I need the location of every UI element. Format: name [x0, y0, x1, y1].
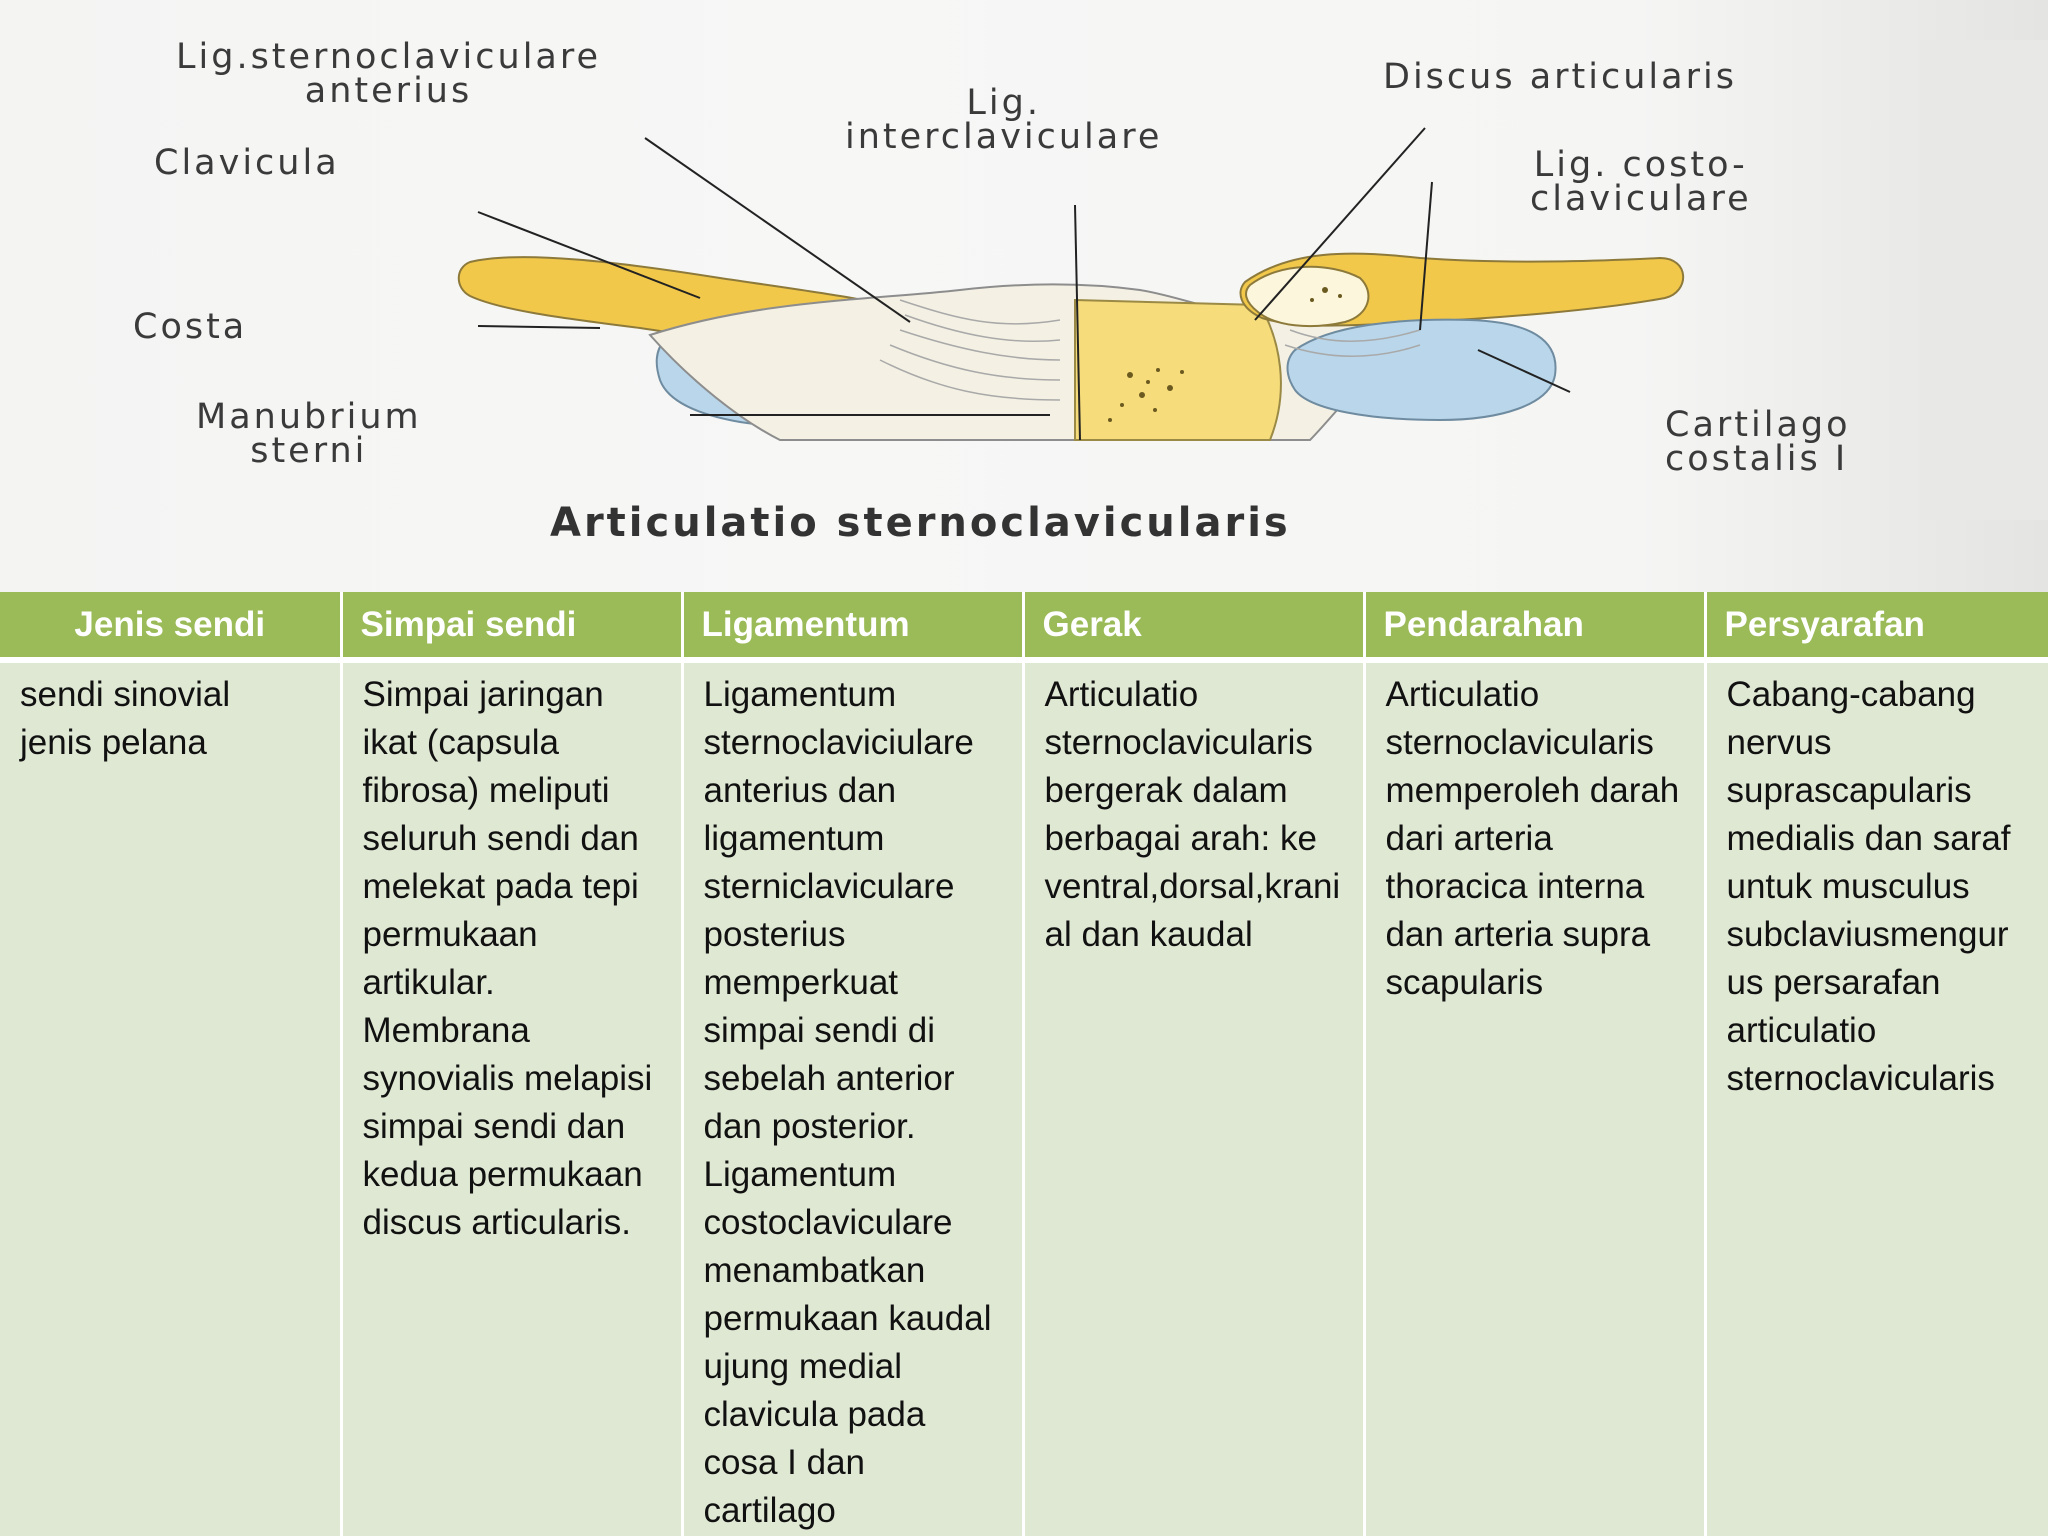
label-manubrium-sterni: Manubrium sterni	[196, 397, 422, 471]
label-lig-sternoclaviculare-anterius: Lig.sternoclaviculare anterius	[176, 37, 602, 111]
figure-caption: Articulatio sternoclavicularis	[550, 500, 1291, 546]
label-discus-articularis: Discus articularis	[1383, 57, 1737, 97]
header-ligamentum: Ligamentum	[682, 592, 1023, 660]
label-lig-costoclaviculare: Lig. costo- claviculare	[1530, 145, 1752, 219]
label-cartilago-costalis: Cartilago costalis I	[1665, 405, 1851, 479]
header-jenis-sendi: Jenis sendi	[0, 592, 341, 660]
cell-simpai-sendi-text: Simpai jaringan ikat (capsula fibrosa) meliputi seluruh sendi dan melekat pada tepi permukaan artikular. Membrana synovialis melapisi simpai sendi dan kedua permukaan discus articularis.	[362, 675, 653, 1242]
label-costa: Costa	[133, 307, 248, 347]
cell-gerak-text: Articulatio sternoclavicularis bergerak dalam berbagai arah: ke ventral,dorsal,kranial dan kaudal	[1044, 675, 1341, 954]
cell-jenis-sendi-text: sendi sinovial jenis pelana	[20, 675, 231, 762]
right-costal-cartilage-shape	[1288, 320, 1556, 420]
header-persyarafan: Persyarafan	[1705, 592, 2048, 660]
joint-info-table	[0, 592, 2048, 1536]
cell-simpai-sendi	[341, 660, 682, 1536]
joint-info-table-container	[0, 592, 2048, 1536]
header-gerak: Gerak	[1023, 592, 1364, 660]
cell-ligamentum	[682, 660, 1023, 1536]
cell-pendarahan	[1364, 660, 1705, 1536]
anatomy-figure	[0, 0, 2048, 592]
header-simpai-sendi: Simpai sendi	[341, 592, 682, 660]
cell-persyarafan	[1705, 660, 2048, 1536]
cell-persyarafan-text: Cabang-cabang nervus suprascapularis medialis dan saraf untuk musculus subclaviusmengurus persarafan articulatio sternoclavicularis	[1726, 675, 2011, 1098]
sternum-core-shape	[1075, 300, 1281, 440]
cell-pendarahan-text: Articulatio sternoclavicularis memperoleh darah dari arteria thoracica interna dan arteria supra scapularis	[1385, 675, 1680, 1002]
table-header-row	[0, 592, 2048, 660]
cell-ligamentum-text: Ligamentum sternoclaviciulare anterius dan ligamentum sterniclaviculare posterius memperkuat simpai sendi di sebelah anterior dan posterior. Ligamentum costoclaviculare menambatkan permukaan kaudal ujung medial clavicula pada cosa I dan cartilago	[703, 675, 992, 1530]
header-pendarahan: Pendarahan	[1364, 592, 1705, 660]
label-clavicula: Clavicula	[154, 143, 340, 183]
label-lig-interclaviculare: Lig. interclaviculare	[845, 83, 1163, 157]
cell-gerak	[1023, 660, 1364, 1536]
table-row	[0, 660, 2048, 1536]
right-discus-shape	[1246, 267, 1368, 326]
cell-jenis-sendi	[0, 660, 341, 1536]
